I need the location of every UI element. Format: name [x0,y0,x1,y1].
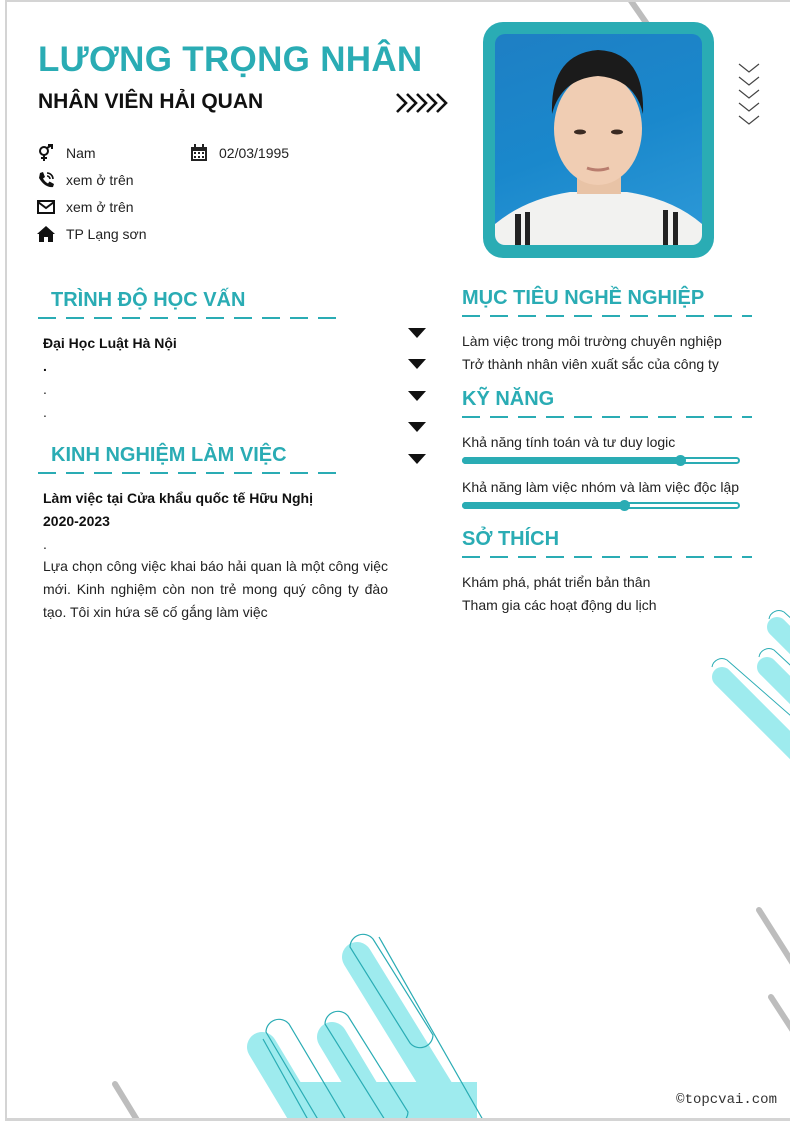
phone-row [36,171,134,189]
candidate-name: LƯƠNG TRỌNG NHÂN [38,40,423,79]
skill-bar [462,457,740,464]
bottom-decoration [262,934,487,1121]
envelope-icon [36,198,56,216]
skill-bar-fill [462,457,682,464]
birthday-row [189,144,289,162]
profile-photo [495,34,702,245]
phone-value: xem ở trên [66,172,134,188]
right-decoration [712,611,790,762]
objective-item: Làm việc trong môi trường chuyên nghiệp [462,333,722,349]
triangle-down-icon [408,328,426,338]
section-divider [462,415,752,418]
objective-item: Trở thành nhân viên xuất sắc của công ty [462,356,719,372]
section-divider [462,555,752,558]
email-value: xem ở trên [66,199,134,215]
gender-row [36,144,96,162]
triangle-down-icon [408,391,426,401]
gender-icon [36,144,56,162]
triangle-down-icon [408,359,426,369]
triangle-down-icon [408,454,426,464]
copyright: ©topcvai.com [676,1092,777,1108]
hobby-item: Khám phá, phát triển bản thân [462,574,651,590]
calendar-icon [189,144,209,162]
skill-bar-knob [619,500,630,511]
education-title: TRÌNH ĐỘ HỌC VẤN [51,289,246,311]
chevrons-down-icon [737,62,763,130]
hobby-item: Tham gia các hoạt động du lịch [462,597,657,613]
email-row [36,198,134,216]
skill-label: Khả năng làm việc nhóm và làm việc độc lập [462,479,740,495]
section-divider [462,314,752,317]
skill-bar-knob [675,455,686,466]
birthday-value: 02/03/1995 [219,145,290,161]
section-divider [38,471,338,474]
education-line: . [43,404,47,420]
school-name: Đại Học Luật Hà Nội [43,335,177,351]
home-icon [36,225,56,243]
address-value: TP Lạng sơn [66,226,147,242]
gender-value: Nam [66,145,96,161]
experience-position: Làm việc tại Cửa khẩu quốc tế Hữu Nghị [43,490,313,506]
skills-title: KỸ NĂNG [462,388,555,410]
education-line: . [43,381,47,397]
photo-frame [483,22,714,258]
phone-icon [36,171,56,189]
experience-dot: . [43,536,47,552]
address-row [36,225,147,243]
skill-label: Khả năng tính toán và tư duy logic [462,434,676,450]
objective-title: MỤC TIÊU NGHỀ NGHIỆP [462,287,705,309]
experience-description: Lựa chọn công việc khai báo hải quan là một công việc mới. Kinh nghiệm còn non trẻ mong quý công ty đào tạo. Tôi xin hứa sẽ cố gắng làm việc [43,558,388,620]
job-title: NHÂN VIÊN HẢI QUAN [38,90,264,113]
experience-title: KINH NGHIỆM LÀM VIỆC [51,444,287,466]
skill-bar-fill [462,502,626,509]
triangle-down-icon [408,422,426,432]
section-divider [38,316,338,319]
cv-page [5,0,790,1121]
education-line: . [43,358,47,374]
skill-bar [462,502,740,509]
experience-period: 2020-2023 [43,513,110,529]
chevrons-right-icon [395,92,449,114]
hobbies-title: SỞ THÍCH [462,528,560,550]
